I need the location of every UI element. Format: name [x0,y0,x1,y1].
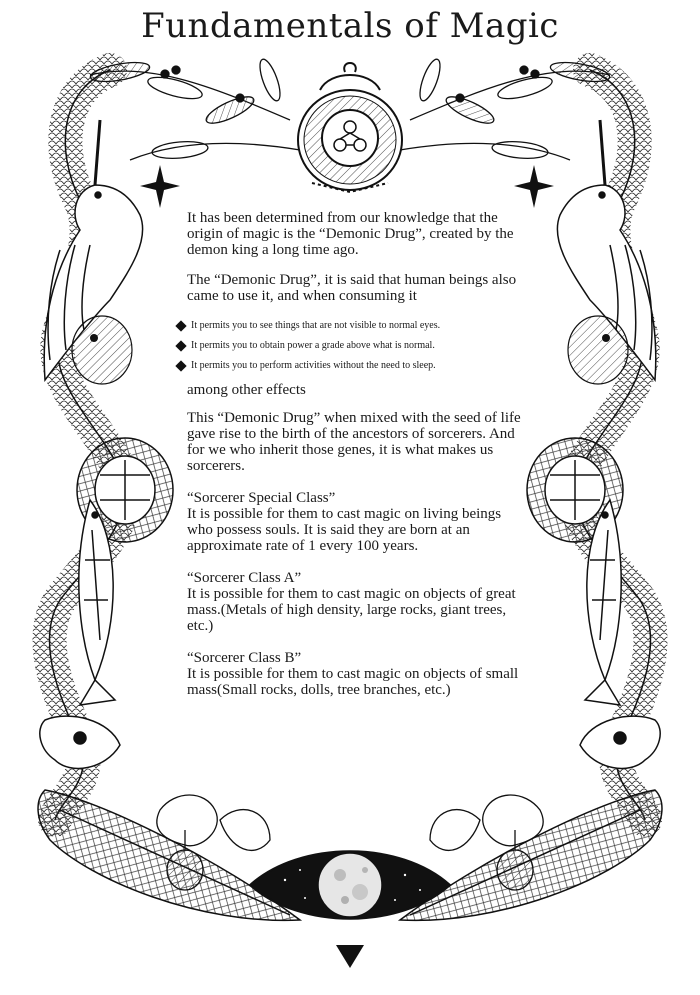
class-name: “Sorcerer Class A” [187,570,302,586]
list-item: It permits you to obtain power a grade above what is normal. [175,336,522,356]
class-name: “Sorcerer Special Class” [187,490,336,506]
intro-paragraph: It has been determined from our knowledge that the origin of magic is the “Demonic Drug”, created by the demon king a long time ago. [187,210,514,258]
sigil-icon [298,63,402,192]
drug-paragraph: The “Demonic Drug”, it is said that human beings also came to use it, and when consuming it [187,272,517,304]
among-text: among other effects [187,382,306,398]
diamond-bullet-icon [175,320,186,331]
effects-list [175,316,522,376]
main-text [187,210,522,714]
class-section [187,650,522,698]
class-description: It is possible for them to cast magic on living beings who possess souls. It is said they are born at an approximate rate of 1 every 100 years. [187,506,502,554]
list-item: It permits you to perform activities without the need to sleep. [175,356,522,376]
class-name: “Sorcerer Class B” [187,650,302,666]
class-description: It is possible for them to cast magic on objects of small mass(Small rocks, dolls, tree branches, etc.) [187,666,519,698]
class-section [187,570,522,634]
class-description: It is possible for them to cast magic on objects of great mass.(Metals of high density, large rocks, giant trees, etc.) [187,586,516,634]
diamond-bullet-icon [175,340,186,351]
diamond-bullet-icon [175,360,186,371]
ancestors-paragraph: This “Demonic Drug” when mixed with the seed of life gave rise to the birth of the ancestors of sorcerers. And for we who inherit those genes, it is what makes us sorcerers. [187,410,521,474]
page-title: Fundamentals of Magic [141,6,559,46]
class-section [187,490,522,554]
list-item: It permits you to see things that are not visible to normal eyes. [175,316,522,336]
